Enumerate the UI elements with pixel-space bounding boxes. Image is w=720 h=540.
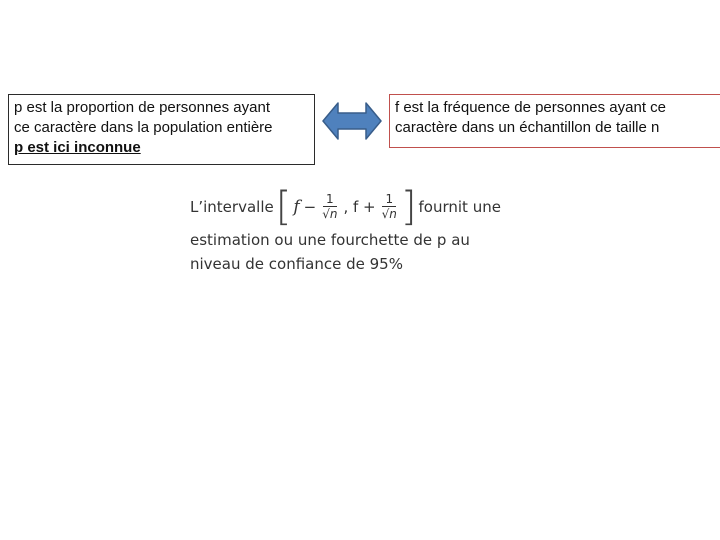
fraction-right-denominator: √n: [381, 207, 397, 221]
right-definition-box: [389, 94, 720, 148]
formula-separator: , f +: [343, 198, 376, 216]
fraction-left-numerator: 1: [323, 192, 337, 207]
formula-intro: L’intervalle: [190, 198, 274, 216]
left-box-line-2: ce caractère dans la population entière: [14, 119, 273, 136]
formula-minus: −: [303, 198, 317, 216]
right-box-line-1: f est la fréquence de personnes ayant ce: [395, 99, 667, 116]
formula-f: f: [293, 197, 300, 217]
fraction-right: [382, 192, 397, 222]
left-bracket: [: [275, 184, 292, 230]
right-box-line-2: caractère dans un échantillon de taille n: [395, 119, 660, 136]
formula-outro: fournit une: [418, 198, 501, 216]
formula-row: [190, 186, 510, 228]
left-box-line-1: p est la proportion de personnes ayant: [14, 99, 271, 116]
fraction-right-numerator: 1: [382, 192, 396, 207]
fraction-left-denominator: √n: [322, 207, 338, 221]
left-definition-box: [8, 94, 315, 165]
double-arrow-icon: [322, 100, 382, 142]
formula-line-2: estimation ou une fourchette de p au: [190, 231, 470, 249]
right-bracket: ]: [400, 184, 417, 230]
formula-line-3: niveau de confiance de 95%: [190, 255, 403, 273]
confidence-interval-statement: [190, 186, 510, 276]
fraction-left: [322, 192, 337, 222]
left-box-line-3: p est ici inconnue: [14, 139, 141, 156]
